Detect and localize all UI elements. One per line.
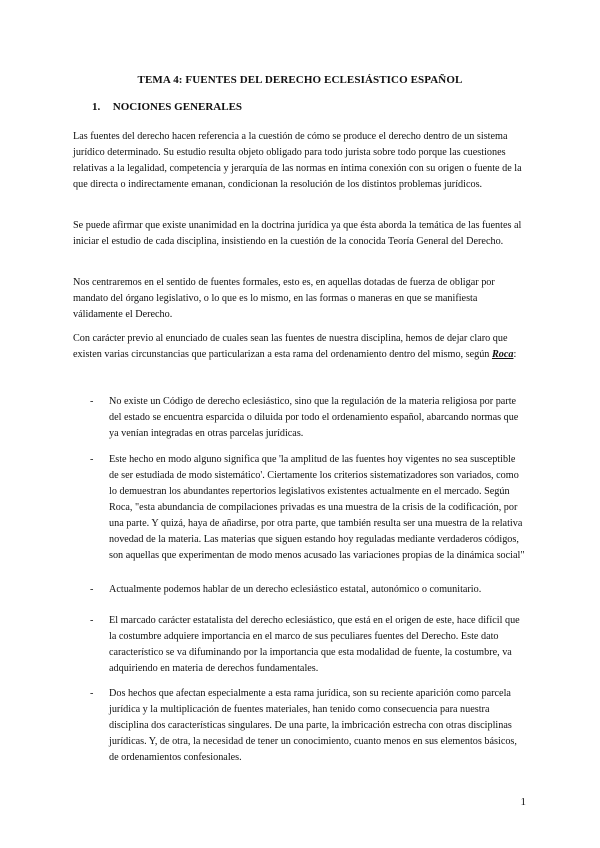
bullet-text: No existe un Código de derecho eclesiástico, sino que la regulación de la materia religiosa por parte del estado se encuentra esparcida o diluida por todo el ordenamiento español, abarcando normas que ya venían integradas en otras parcelas jurídicas. [109,396,519,439]
author-link-roca[interactable]: Roca [491,349,514,360]
paragraph-intro [73,331,525,363]
paragraph-1: Las fuentes del derecho hacen referencia a la cuestión de cómo se produce el derecho dentro de un sistema jurídico determinado. Su estudio resulta objeto obligado para todo jurista sobre todo porque las cuestiones relativas a la legalidad, competencia y jerarquía de las normas en íntima conexión con su origen o fuente de la que directa o indirectamente emanan, condicionan la resolución de los distintos problemas jurídicos. [73,131,522,190]
bullet-text: Actualmente podemos hablar de un derecho eclesiástico estatal, autonómico o comunitario. [109,584,482,595]
section-number: 1. [92,101,101,113]
intro-text: Con carácter previo al enunciado de cuales sean las fuentes de nuestra disciplina, hemos de dejar claro que existen varias circunstancias que particularizan a esta rama del ordenamiento dentro del mismo, según [73,333,508,360]
bullet-dash: - [90,584,94,595]
bullet-item [73,452,525,564]
document-title: TEMA 4: FUENTES DEL DERECHO ECLESIÁSTICO ESPAÑOL [137,74,463,86]
bullet-item [73,582,525,598]
paragraph-2: Se puede afirmar que existe unanimidad en la doctrina jurídica ya que ésta aborda la temática de las fuentes al iniciar el estudio de cada disciplina, insistiendo en la cuestión de la conocida Teoría General del Derecho. [73,220,522,247]
intro-colon: : [513,349,517,360]
bullet-dash: - [90,615,94,626]
bullet-dash: - [90,454,94,465]
bullet-item [73,394,525,442]
paragraph-3: Nos centraremos en el sentido de fuentes formales, esto es, en aquellas dotadas de fuerza de obligar por mandato del órgano legislativo, o lo que es lo mismo, en las formas o maneras en que se manifiesta válidamente el Derecho. [73,277,495,320]
bullet-text: Este hecho en modo alguno significa que 'la amplitud de las fuentes hoy vigentes no sea susceptible de ser estudiada de modo sistemático'. Ciertamente los criterios sistematizadores son variados, como lo demuestran los abundantes repertorios legislativos existentes actualmente en el mercado. Según Roca, "esta abundancia de compilaciones privadas es una muestra de la crisis de la codificación, por una parte. Y quizá, haya de añadirse, por otra parte, que también resulta ser una muestra de la relativa novedad de la materia. Las materias que siguen estando hoy reguladas mediante verdaderos códigos, son aquellas que experimentan de modo menos acusado las variaciones propias de la dinámica social" [109,454,525,561]
page-number: 1 [520,796,526,808]
bullet-item [73,613,525,677]
bullet-item [73,686,525,766]
bullet-dash: - [90,688,94,699]
bullet-text: Dos hechos que afectan especialmente a esta rama jurídica, son su reciente aparición como parcela jurídica y la multiplicación de fuentes materiales, han tenido como consecuencia para nuestra disciplina dos características singulares. De una parte, la imbricación estrecha con otras disciplinas jurídicas. Y, de otra, la necesidad de tener un conocimiento, cuanto menos en sus elementos básicos, de ordenamientos confesionales. [109,688,517,763]
bullet-text: El marcado carácter estatalista del derecho eclesiástico, que está en el origen de este, hace difícil que la costumbre adquiere importancia en el marco de sus peculiares fuentes del Derecho. Este dato característico se va difuminando por la importancia que esta modalidad de fuente, la costumbre, va adquiriendo en materia de derechos fundamentales. [109,615,520,674]
section-title: NOCIONES GENERALES [112,101,243,113]
bullet-dash: - [90,396,94,407]
section-heading [92,101,242,113]
